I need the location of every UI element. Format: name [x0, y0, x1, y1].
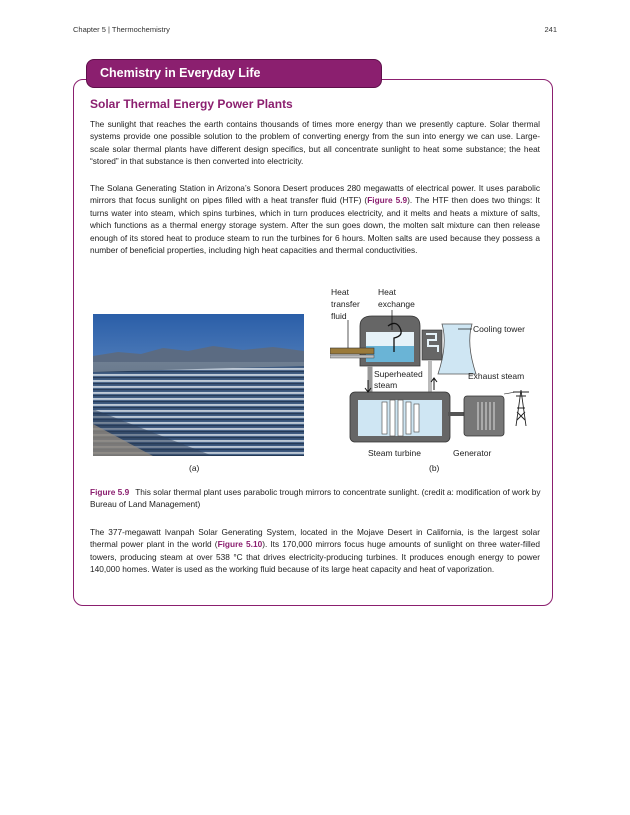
figure-caption	[90, 486, 545, 510]
page-number: 241	[544, 25, 557, 34]
paragraph-text: The 377-megawatt Ivanpah Solar Generating System, located in the Mojave Desert in California, is the largest solar thermal power plant in the world (	[90, 527, 540, 550]
paragraph-text: ). The HTF then does two things: It turns water into steam, which spins turbines, which in turn produces electricity, and it melts and heats a mixture of salts, which functions as a thermal energy storage system. After the sun goes down, the molten salt mixture can then release enough of its stored heat to produce steam to run the turbines for 6 hours. Molten salts are used because they possess a number of beneficial properties, including high heat capacities and thermal conductivities.	[90, 195, 540, 256]
generator-shape	[464, 396, 504, 436]
label-heat-transfer-fluid: Heat transfer fluid	[331, 287, 360, 321]
paragraph-text: The Solana Generating Station in Arizona’s Sonora Desert produces 280 megawatts of electrical power. It uses parabolic mirrors that focus sunlight on pipes filled with a heat transfer fluid (HTF) (	[90, 183, 540, 206]
transmission-tower-icon	[513, 390, 529, 426]
label-cooling-tower: Cooling tower	[473, 324, 525, 334]
figure-label-a: (a)	[189, 463, 200, 473]
label-steam-turbine: Steam turbine	[368, 448, 421, 458]
label-superheated-steam: Superheated steam	[374, 369, 423, 390]
figure-reference-link[interactable]: Figure 5.10	[217, 539, 263, 550]
paragraph-ivanpah	[90, 526, 540, 576]
paragraph-solana	[90, 182, 540, 256]
label-heat-exchange: Heat exchange	[378, 287, 415, 309]
htf-pipe	[330, 348, 374, 354]
label-generator: Generator	[453, 448, 492, 458]
solar-plant-photo	[93, 314, 304, 456]
chapter-title: Chapter 5 | Thermochemistry	[73, 25, 170, 34]
power-plant-diagram	[330, 284, 536, 462]
feature-banner: Chemistry in Everyday Life	[86, 59, 382, 88]
running-head	[73, 25, 557, 37]
figure-reference-link[interactable]: Figure 5.9	[367, 195, 408, 206]
cooling-tower-shape	[438, 324, 476, 374]
caption-text: This solar thermal plant uses parabolic trough mirrors to concentrate sunlight. (credit a: modification of work by Bureau of Land Management)	[90, 487, 541, 510]
figure-label-b: (b)	[429, 463, 440, 473]
label-exhaust-steam: Exhaust steam	[468, 371, 525, 381]
caption-figure-number: Figure 5.9	[90, 487, 130, 497]
paragraph-text: ). Its 170,000 mirrors focus huge amounts of sunlight on three water-filled towers, producing steam at over 538 °C that drives electricity-producing turbines. It produces enough energy to power 140,000 homes. Water is used as the working fluid because of its large heat capacity and heat of vaporization.	[90, 539, 540, 575]
section-title: Solar Thermal Energy Power Plants	[90, 97, 293, 111]
paragraph-intro: The sunlight that reaches the earth contains thousands of times more energy than we presently capture. Solar thermal systems provide one possible solution to the problem of converting energy from the sun into energy we can use. Large-scale solar thermal plants have different design specifics, but all concentrate sunlight to heat some substance; the heat “stored” in that substance is then converted into electricity.	[90, 119, 540, 167]
